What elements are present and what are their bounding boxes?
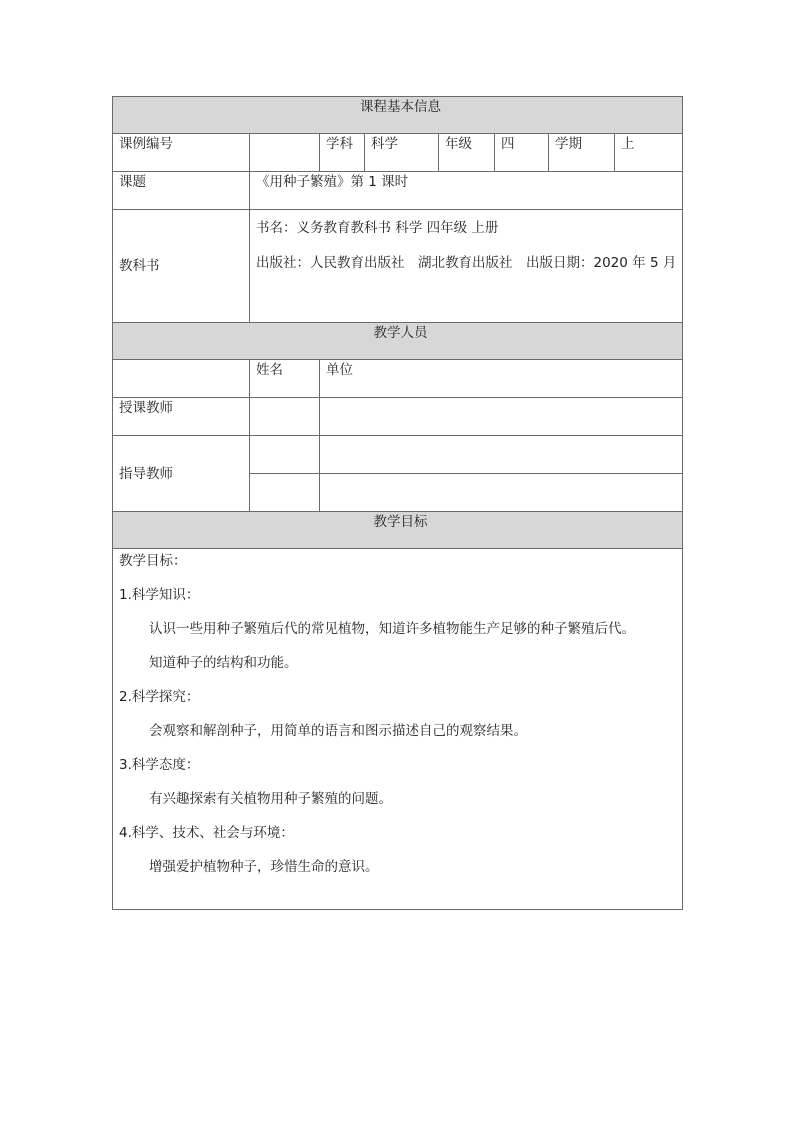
teacher-name (250, 398, 320, 436)
staff-blank-header (113, 360, 250, 398)
grade-label: 年级 (439, 134, 495, 172)
objectives-heading: 教学目标： (119, 553, 187, 569)
objective-title: 1.科学知识： (119, 587, 200, 603)
advisor-unit (320, 436, 683, 474)
objective-line: 会观察和解剖种子，用简单的语言和图示描述自己的观察结果。 (149, 723, 527, 739)
textbook-info (250, 210, 683, 323)
objective-title: 4.科学、技术、社会与环境： (119, 825, 294, 841)
teacher-label: 授课教师 (113, 398, 250, 436)
term-label: 学期 (549, 134, 615, 172)
case-number-label: 课例编号 (113, 134, 250, 172)
topic-label: 课题 (113, 172, 250, 210)
section-header-basic-info: 课程基本信息 (113, 97, 683, 134)
staff-unit-header: 单位 (320, 360, 683, 398)
objective-title: 3.科学态度： (119, 757, 200, 773)
objective-line: 有兴趣探索有关植物用种子繁殖的问题。 (149, 791, 392, 807)
section-header-objectives: 教学目标 (113, 512, 683, 549)
advisor-label: 指导教师 (113, 436, 250, 512)
grade-value: 四 (495, 134, 549, 172)
objective-line: 知道种子的结构和功能。 (149, 655, 298, 671)
subject-value: 科学 (365, 134, 439, 172)
textbook-title: 书名：义务教育教科书 科学 四年级 上册 (256, 220, 499, 236)
textbook-publisher: 出版社：人民教育出版社 湖北教育出版社 出版日期：2020 年 5 月 (256, 255, 677, 271)
advisor-unit (320, 474, 683, 512)
objective-line: 增强爱护植物种子，珍惜生命的意识。 (149, 859, 379, 875)
subject-label: 学科 (320, 134, 365, 172)
advisor-name (250, 436, 320, 474)
textbook-label: 教科书 (113, 210, 250, 323)
objectives-body (113, 549, 683, 910)
lesson-info-table (112, 96, 683, 910)
case-number-value (250, 134, 320, 172)
section-header-staff: 教学人员 (113, 323, 683, 360)
objective-title: 2.科学探究： (119, 689, 200, 705)
teacher-unit (320, 398, 683, 436)
term-value: 上 (615, 134, 683, 172)
advisor-name (250, 474, 320, 512)
objective-line: 认识一些用种子繁殖后代的常见植物，知道许多植物能生产足够的种子繁殖后代。 (149, 621, 635, 637)
topic-value: 《用种子繁殖》第 1 课时 (250, 172, 683, 210)
staff-name-header: 姓名 (250, 360, 320, 398)
